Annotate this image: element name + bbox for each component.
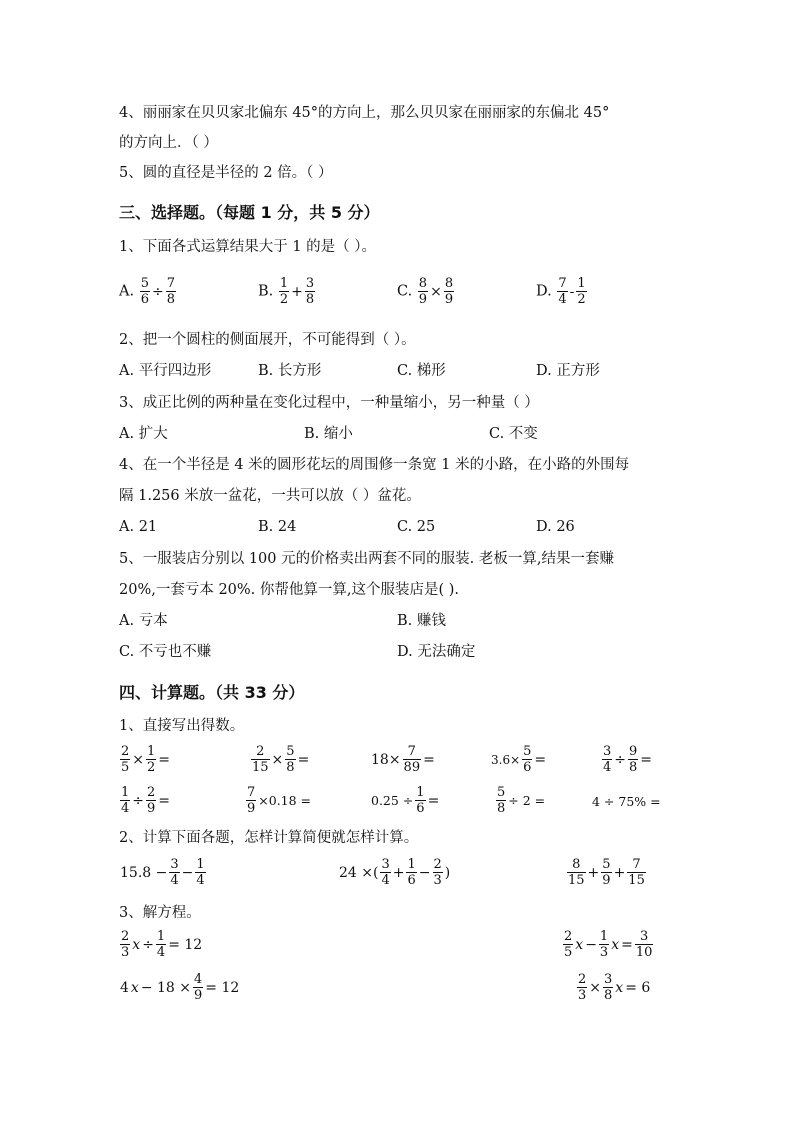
s3-q4-option-d: D. 26: [536, 519, 575, 535]
simplify-expr-1: 15.8 − $\frac{3}{4}$ − $\frac{1}{4}$: [120, 857, 205, 888]
judge-q4-line1: 4、丽丽家在贝贝家北偏东 45°的方向上，那么贝贝家在丽丽家的东偏北 45°: [119, 105, 610, 121]
s3-q3-option-a: A. 扩大: [119, 426, 168, 442]
s3-q2-option-b: B. 长方形: [258, 363, 322, 379]
calc-expr-3: 18× $\frac{7}{89}$ =: [371, 744, 435, 775]
s3-q4-stem-line1: 4、在一个半径是 4 米的圆形花坛的周围修一条宽 1 米的小路，在小路的外围每: [119, 457, 630, 473]
calc-expr-10: 4 ÷ 75% =: [592, 794, 661, 809]
s3-q4-option-c: C. 25: [397, 519, 436, 535]
s3-q1-option-a: A. $\frac{5}{6}$ ÷ $\frac{7}{8}$: [119, 276, 175, 307]
section3-title: 三、选择题。（每题 1 分，共 5 分）: [119, 203, 380, 222]
s3-q5-option-b: B. 赚钱: [397, 613, 446, 629]
equation-4: $\frac{2}{3}$ × $\frac{3}{8}$ x = 6: [578, 972, 651, 1003]
calc-expr-2: $\frac{2}{15}$ × $\frac{5}{8}$ =: [252, 744, 310, 775]
calc-expr-7: $\frac{7}{9}$ ×0.18 =: [247, 785, 312, 816]
equation-3: 4 x − 18 × $\frac{4}{9}$ = 12: [120, 972, 240, 1003]
calc-expr-6: $\frac{1}{4}$ ÷ $\frac{2}{9}$ =: [121, 785, 171, 816]
s3-q5-stem-line1: 5、一服装店分别以 100 元的价格卖出两套不同的服装. 老板一算,结果一套赚: [119, 551, 614, 567]
s3-q4-option-a: A. 21: [119, 519, 158, 535]
section4-title: 四、计算题。（共 33 分）: [119, 683, 305, 702]
s3-q2-option-c: C. 梯形: [397, 363, 446, 379]
calc-expr-8: 0.25 ÷ $\frac{1}{6}$ =: [371, 785, 440, 816]
s3-q4-stem-line2: 隔 1.256 米放一盆花，一共可以放（ ）盆花。: [119, 488, 421, 504]
s3-q3-option-c: C. 不变: [489, 426, 538, 442]
simplify-expr-3: $\frac{8}{15}$ + $\frac{5}{9}$ + $\frac{7}{15}$: [568, 857, 645, 888]
s4-p1-title: 1、直接写出得数。: [119, 718, 245, 734]
calc-expr-1: $\frac{2}{5}$ × $\frac{1}{2}$ =: [121, 744, 171, 775]
s3-q1-option-c: C. $\frac{8}{9}$ × $\frac{8}{9}$: [397, 276, 454, 307]
s4-p3-title: 3、解方程。: [119, 905, 201, 921]
s3-q3-option-b: B. 缩小: [304, 426, 353, 442]
calc-expr-4: 3.6× $\frac{5}{6}$ =: [491, 744, 547, 775]
s4-p2-title: 2、计算下面各题，怎样计算简便就怎样计算。: [119, 830, 419, 846]
s3-q2-option-a: A. 平行四边形: [119, 363, 212, 379]
judge-q4-line2: 的方向上．（ ）: [119, 135, 218, 151]
judge-q5: 5、圆的直径是半径的 2 倍。（ ）: [119, 165, 333, 181]
s3-q5-option-a: A. 亏本: [119, 613, 168, 629]
s3-q1-option-b: B. $\frac{1}{2}$ + $\frac{3}{8}$: [258, 276, 315, 307]
equation-1: $\frac{2}{3}$ x ÷ $\frac{1}{4}$ = 12: [121, 929, 203, 960]
simplify-expr-2: 24 ×( $\frac{3}{4}$ + $\frac{1}{6}$ − $\frac{2}{3}$ ): [339, 857, 451, 888]
s3-q2-stem: 2、把一个圆柱的侧面展开，不可能得到（ ）。: [119, 332, 416, 348]
s3-q3-stem: 3、成正比例的两种量在变化过程中，一种量缩小，另一种量（ ）: [119, 395, 539, 411]
calc-expr-5: $\frac{3}{4}$ ÷ $\frac{9}{8}$ =: [603, 744, 653, 775]
s3-q1-stem: 1、下面各式运算结果大于 1 的是（ ）。: [119, 239, 377, 255]
s3-q5-option-d: D. 无法确定: [397, 644, 476, 660]
calc-expr-9: $\frac{5}{8}$ ÷ 2 =: [497, 785, 546, 816]
s3-q4-option-b: B. 24: [258, 519, 297, 535]
s3-q2-option-d: D. 正方形: [536, 363, 600, 379]
s3-q5-option-c: C. 不亏也不赚: [119, 644, 212, 660]
equation-2: $\frac{2}{5}$ x − $\frac{1}{3}$ x = $\frac{3}{10}$: [564, 929, 653, 960]
s3-q5-stem-line2: 20%,一套亏本 20%. 你帮他算一算,这个服装店是( ).: [119, 582, 460, 598]
s3-q1-option-d: D. $\frac{7}{4}$ - $\frac{1}{2}$: [536, 276, 586, 307]
